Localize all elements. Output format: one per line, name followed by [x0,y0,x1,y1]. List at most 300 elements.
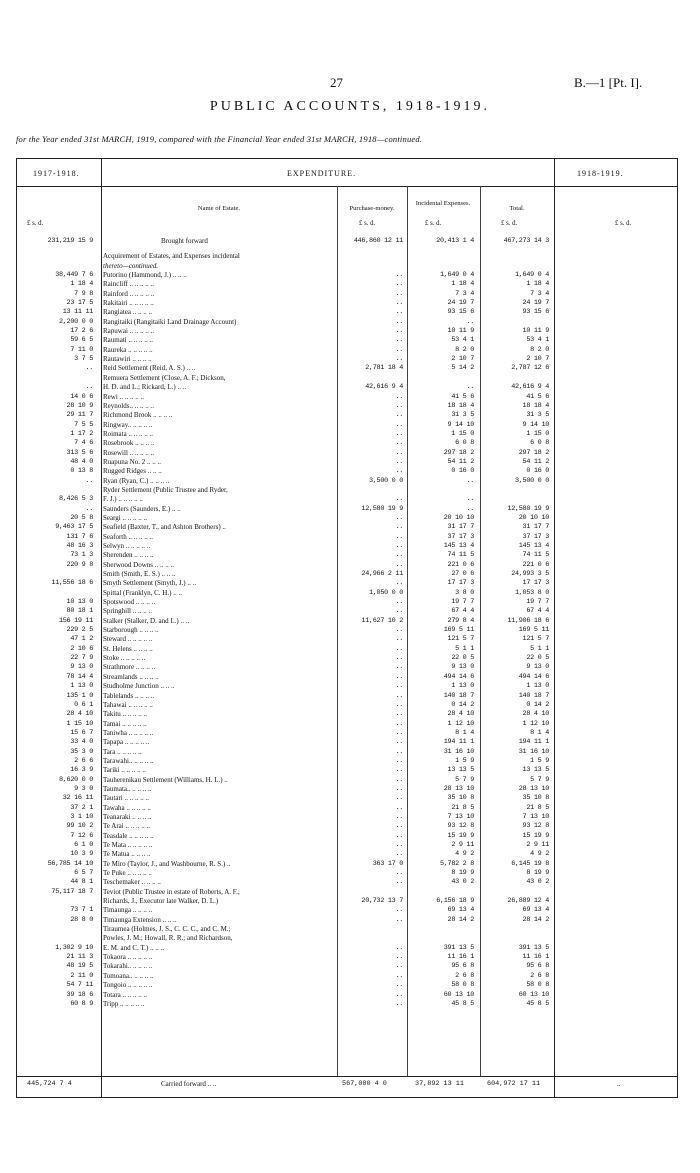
row-estate-name: Ringway.. .. .. .. .. [103,420,153,429]
row-estate-name: Richards, J., Executor late Walker, D. L.) [103,897,219,906]
table-row [17,981,679,990]
table-row [17,561,679,570]
table-row [17,906,679,915]
row-purchase-money: .. [395,747,403,756]
table-row [17,953,679,962]
table-row [17,262,679,271]
row-extra [554,336,679,345]
row-total: 12,580 19 9 [507,504,549,513]
row-prev-amount: 3 1 10 [70,812,93,821]
carried-forward-total: 604,972 17 11 [487,1080,541,1088]
row-estate-name: Rewi .. .. .. .. .. [103,392,145,401]
row-total: 18 18 4 [522,401,549,410]
row-prev-amount: 73 1 3 [70,551,93,560]
row-incidental-expenses: 28 4 10 [447,710,474,719]
row-total: 35 10 8 [522,794,549,803]
row-extra [554,505,679,514]
row-prev-amount: 80 18 1 [66,607,93,616]
row-prev-amount: 17 2 6 [70,327,93,336]
row-purchase-money: .. [395,635,403,644]
row-total: 1,649 0 4 [514,271,549,280]
row-total: 7 3 4 [530,289,549,298]
row-estate-name: Seaforth .. .. .. .. .. [103,532,153,541]
header-left-year: 1917-1918. [33,169,80,178]
row-incidental-expenses: 35 10 8 [447,794,474,803]
row-prev-amount: 28 10 9 [66,401,93,410]
table-row [17,318,679,327]
row-prev-amount: 13 11 11 [62,308,93,317]
row-extra [554,467,679,476]
row-estate-name: Roimata .. .. .. .. .. [103,429,153,438]
row-extra [554,262,679,271]
row-prev-amount: 156 19 11 [58,616,93,625]
row-purchase-money: .. [395,728,403,737]
row-estate-name: Te Arai .. .. .. .. .. [103,822,150,831]
row-prev-amount: 2 6 6 [74,756,93,765]
page-number: 27 [330,75,343,90]
row-total: 21 8 5 [526,803,549,812]
row-total: 26,889 12 4 [507,897,549,906]
row-incidental-expenses: .. [466,383,474,392]
table-row [17,850,679,859]
row-purchase-money: .. [395,392,403,401]
row-extra [554,477,679,486]
row-total: 28 13 10 [518,784,549,793]
row-extra [554,953,679,962]
row-total: 1 15 0 [526,429,549,438]
row-purchase-money: .. [395,439,403,448]
carried-forward-label: Carried forward .. .. [161,1080,217,1088]
row-estate-name: Tablelands .. .. .. .. [103,691,155,700]
row-prev-amount: 11,556 18 6 [51,579,93,588]
row-prev-amount: 60 8 9 [70,999,93,1008]
row-extra [554,991,679,1000]
row-incidental-expenses: 494 14 6 [443,672,474,681]
row-prev-amount [17,570,101,579]
row-prev-amount: 135 1 0 [66,691,93,700]
row-purchase-money [337,252,407,261]
row-purchase-money: .. [395,663,403,672]
table-row [17,626,679,635]
row-purchase-money: .. [395,775,403,784]
row-total: 4 9 2 [530,850,549,859]
row-purchase-money: .. [395,990,403,999]
row-purchase-money [337,374,407,383]
row-prev-amount [17,252,101,261]
table-row [17,813,679,822]
row-estate-name: Tokarahi.. .. .. .. .. [103,962,153,971]
row-purchase-money: .. [395,523,403,532]
row-prev-amount: 1 18 4 [70,280,93,289]
table-row [17,598,679,607]
row-incidental-expenses: 1 13 0 [451,682,474,691]
row-purchase-money: .. [395,420,403,429]
row-incidental-expenses [407,888,480,897]
row-purchase-money: .. [395,289,403,298]
row-purchase-money: .. [395,999,403,1008]
page-subtitle: for the Year ended 31st MARCH, 1919, compared with the Financial Year ended 31st MARCH, 1918—continued. [16,134,423,144]
table-row [17,841,679,850]
row-total: 2 9 11 [526,841,549,849]
row-prev-amount: 15 6 7 [70,728,93,737]
row-extra [554,916,679,925]
row-total: 69 13 4 [522,906,549,915]
row-purchase-money: .. [395,682,403,691]
row-estate-name: Rainford .. .. .. .. .. [103,289,155,298]
table-row [17,822,679,831]
row-incidental-expenses: 15 19 9 [447,831,474,840]
row-incidental-expenses: 140 18 7 [443,691,474,700]
row-incidental-expenses [407,486,480,495]
row-total: 169 5 11 [518,626,549,635]
row-extra [554,785,679,794]
row-total: 7 13 10 [522,812,549,821]
row-extra [554,944,679,953]
row-extra [554,533,679,542]
row-total: 8 2 0 [530,345,549,354]
table-row [17,393,679,402]
row-prev-amount: 2 11 0 [70,971,93,980]
row-purchase-money: .. [395,962,403,971]
row-extra [554,570,679,579]
row-estate-name: Tauherenikau Settlement (Williams, H. L.) .. [103,775,228,784]
unit-label-incidental: £ s. d. [425,220,442,227]
unit-label-prev: £ s. d. [27,220,44,227]
row-estate-name: Timaunga Extension .. .. .. [103,915,177,924]
row-estate-name: Sherenden .. .. .. .. [103,551,154,560]
row-extra [554,878,679,887]
row-incidental-expenses: 2 9 11 [451,841,474,849]
row-estate-name: Tawaha .. .. .. .. .. [103,803,151,812]
row-incidental-expenses: 74 11 5 [447,551,474,560]
row-extra [554,589,679,598]
row-total [480,925,554,934]
row-estate-name: Tamai .. .. .. .. .. [103,719,147,728]
row-incidental-expenses: 145 13 4 [443,542,474,550]
row-estate-name: Rugged Ridges .. .. .. [103,467,162,476]
row-total: 15 19 9 [522,831,549,840]
row-incidental-expenses: 0 16 0 [451,467,474,476]
row-purchase-money: 3,500 0 0 [368,476,403,485]
row-estate-name: St. Helens .. .. .. .. [103,644,153,653]
row-extra [554,411,679,420]
row-prev-amount: 28 8 0 [70,915,93,924]
table-row [17,720,679,729]
table-row [17,290,679,299]
row-estate-name: Tahawai .. .. .. .. .. [103,700,153,709]
row-incidental-expenses: 11 16 1 [447,953,474,962]
row-total: 0 14 2 [526,700,549,709]
row-extra [554,701,679,710]
table-row [17,308,679,317]
row-total [480,318,554,327]
row-total: 43 0 2 [526,878,549,887]
row-extra [554,794,679,803]
row-prev-amount: 48 4 0 [70,457,93,466]
table-row [17,467,679,476]
row-estate-name: Powles, J. M.; Howall, R. R.; and Richardson, [103,934,233,943]
row-total: 2 6 8 [530,971,549,980]
header-right-year: 1918-1919. [577,169,624,178]
row-prev-amount: 39 18 6 [66,990,93,999]
row-prev-amount: 2 10 6 [70,644,93,653]
row-prev-amount: 32 16 11 [62,794,93,803]
row-extra [554,617,679,626]
row-prev-amount: 6 5 7 [74,869,93,878]
col-header-name: Name of Estate. [197,205,241,212]
table-row [17,748,679,757]
row-purchase-money: .. [395,308,403,317]
row-estate-name: Strathmore .. .. .. .. [103,663,156,672]
row-estate-name: Te Mata .. .. .. .. .. [103,841,153,849]
row-prev-amount: 7 11 0 [70,345,93,354]
row-incidental-expenses: 297 18 2 [443,448,474,457]
col-header-purchase: Purchase-money. [349,205,395,212]
table-row [17,364,679,373]
row-extra [554,906,679,915]
row-total: 54 11 2 [522,457,549,466]
row-incidental-expenses: 8 19 9 [451,869,474,878]
table-row [17,729,679,738]
row-estate-name: Saunders (Saunders, E.) .. .. [103,504,181,513]
row-extra [554,449,679,458]
table-row [17,934,679,943]
row-prev-amount: 48 16 3 [66,542,93,550]
row-estate-name: Stalker (Stalker, D. and L.) .. .. [103,616,190,625]
row-total: 6 0 8 [530,439,549,448]
row-extra [554,635,679,644]
row-total: 2 10 7 [526,355,549,364]
row-prev-amount: 0 6 1 [74,700,93,709]
row-purchase-money: .. [395,457,403,466]
row-total: 11,906 18 6 [507,616,549,625]
row-total [480,934,554,943]
row-purchase-money: .. [395,803,403,812]
row-purchase-money: .. [395,355,403,364]
row-purchase-money: .. [395,971,403,980]
row-incidental-expenses: 0 14 2 [451,700,474,709]
table-row [17,682,679,691]
row-purchase-money: .. [395,915,403,924]
row-total: 140 18 7 [518,691,549,700]
col-header-incidental: Incidental Expenses. [415,200,471,207]
row-purchase-money: .. [395,542,403,550]
row-prev-amount: 220 9 8 [66,560,93,569]
row-total: 17 17 3 [522,579,549,588]
row-purchase-money: .. [395,654,403,663]
row-incidental-expenses: 8 1 4 [455,728,474,737]
row-extra [554,514,679,523]
row-total: 22 0 5 [526,654,549,663]
row-estate-name: Putorino (Hammond, J.) .. .. .. [103,271,187,280]
row-prev-amount [17,897,101,906]
row-purchase-money: .. [395,831,403,840]
row-total: 0 16 0 [526,467,549,476]
row-incidental-expenses: 5 7 9 [455,775,474,784]
row-prev-amount: 38,449 7 6 [55,271,93,280]
table-row [17,551,679,560]
row-total: 8 1 4 [530,728,549,737]
row-total: 1 18 4 [526,280,549,289]
row-purchase-money: .. [395,429,403,438]
row-extra [554,813,679,822]
row-total [480,495,554,504]
row-incidental-expenses: 221 0 6 [447,560,474,569]
row-incidental-expenses: 5 14 2 [451,364,474,373]
ledger-frame [16,158,678,1098]
row-purchase-money: .. [395,579,403,588]
row-incidental-expenses: .. [466,495,474,504]
row-purchase-money: 20,732 13 7 [361,897,403,906]
table-row [17,1000,679,1009]
row-purchase-money: .. [395,878,403,887]
brought-forward-row [17,237,679,246]
table-row [17,776,679,785]
row-purchase-money [337,486,407,495]
row-total: 28 14 2 [522,915,549,924]
row-total: 391 13 5 [518,943,549,952]
row-purchase-money: .. [395,401,403,410]
row-purchase-money: .. [395,317,403,326]
row-purchase-money: .. [395,738,403,747]
carried-forward-purchase: 567,080 4 0 [342,1080,387,1088]
row-estate-name: Tongoio .. .. .. .. .. [103,981,153,990]
row-prev-amount: 54 7 11 [66,981,93,990]
row-total: 45 8 5 [526,999,549,1008]
table-row [17,252,679,261]
row-prev-amount: 47 1 2 [70,635,93,644]
row-estate-name: Taniwha .. .. .. .. .. [103,728,154,737]
row-incidental-expenses: 7 3 4 [455,289,474,298]
row-estate-name: F. J.) .. .. .. .. .. [103,495,143,504]
row-extra [554,523,679,532]
row-extra [554,981,679,990]
row-estate-name: Te Puke .. .. .. .. .. [103,869,152,878]
table-row [17,925,679,934]
unit-label-total: £ s. d. [501,220,518,227]
row-purchase-money: 2,781 18 4 [365,364,403,373]
row-prev-amount: 35 3 0 [70,747,93,756]
row-incidental-expenses: .. [466,476,474,485]
row-prev-amount: 1,302 9 10 [55,943,93,952]
table-row [17,523,679,532]
row-estate-name: Te Matua .. .. .. .. [103,850,151,859]
row-purchase-money: .. [395,336,403,345]
row-total: 1 12 10 [522,719,549,728]
table-row [17,617,679,626]
row-extra [554,346,679,355]
row-total [480,486,554,495]
row-total: 3,500 0 0 [514,476,549,485]
row-extra [554,327,679,336]
row-purchase-money: .. [395,411,403,420]
row-purchase-money: .. [395,345,403,354]
row-total: 24 19 7 [522,299,549,308]
row-purchase-money: .. [395,794,403,803]
row-purchase-money: .. [395,719,403,728]
page-reference: B.—1 [Pt. I]. [574,75,643,90]
row-prev-amount: 28 4 10 [66,710,93,719]
row-extra [554,579,679,588]
row-prev-amount: 7 12 6 [70,831,93,840]
row-incidental-expenses: 6,156 18 9 [436,897,474,906]
row-prev-amount: 7 4 6 [74,439,93,448]
row-prev-amount: 48 19 5 [66,962,93,971]
row-prev-amount: 7 9 8 [74,289,93,298]
row-prev-amount: 33 4 0 [70,738,93,747]
row-incidental-expenses: 1 15 0 [451,429,474,438]
row-extra [554,729,679,738]
row-total: 37 17 3 [522,532,549,541]
table-row [17,794,679,803]
row-extra [554,439,679,448]
row-estate-name: Springhill .. .. .. .. [103,607,153,616]
brought-forward-incidental: 20,413 1 4 [436,237,474,245]
row-total: 297 18 2 [518,448,549,457]
row-incidental-expenses: 24 19 7 [447,299,474,308]
row-estate-name: Acquirement of Estates, and Expenses incidental [103,252,240,261]
row-total: 9 14 10 [522,420,549,429]
row-total: 13 13 5 [522,766,549,775]
row-incidental-expenses: 67 4 4 [451,607,474,616]
row-extra [554,972,679,981]
row-prev-amount [17,934,101,943]
row-prev-amount: 2,200 0 0 [58,317,93,326]
row-estate-name: Teanaraki .. .. .. .. [103,812,152,821]
row-purchase-money [337,888,407,897]
row-extra [554,757,679,766]
row-total: 1,053 8 0 [514,588,549,597]
row-prev-amount: 3 7 5 [74,355,93,364]
row-prev-amount: 6 1 0 [74,841,93,849]
row-prev-amount: 1 15 10 [66,719,93,728]
row-extra [554,860,679,869]
row-prev-amount [17,374,101,383]
row-prev-amount: 10 3 9 [70,850,93,859]
row-total: 145 13 4 [518,542,549,550]
row-purchase-money [337,262,407,271]
row-estate-name: Stoke .. .. .. .. .. [103,654,146,663]
row-purchase-money [337,934,407,943]
row-incidental-expenses: 20 10 10 [443,513,474,522]
table-row [17,766,679,775]
row-estate-name: Rapuwai .. .. .. .. .. [103,327,155,336]
row-estate-name: Tautari .. .. .. .. .. [103,794,149,803]
row-extra [554,766,679,775]
row-estate-name: Selwyn .. .. .. .. .. [103,542,151,550]
row-prev-amount: 21 11 3 [66,953,93,962]
table-row [17,645,679,654]
row-purchase-money: .. [395,756,403,765]
table-row [17,888,679,897]
row-extra [554,486,679,495]
brought-forward-label: Brought forward [161,237,208,245]
row-purchase-money: .. [395,906,403,915]
row-estate-name: Streamlands .. .. .. .. [103,672,159,681]
row-prev-amount: 56,785 14 10 [47,859,93,868]
table-row [17,514,679,523]
row-extra [554,804,679,813]
row-estate-name: Tariki .. .. .. .. .. [103,766,146,775]
row-extra [554,748,679,757]
table-row [17,663,679,672]
row-prev-amount: 10 13 0 [66,598,93,607]
row-prev-amount [17,925,101,934]
row-extra [554,692,679,701]
row-extra [554,430,679,439]
table-row [17,654,679,663]
row-total: 24,993 3 5 [511,570,549,579]
